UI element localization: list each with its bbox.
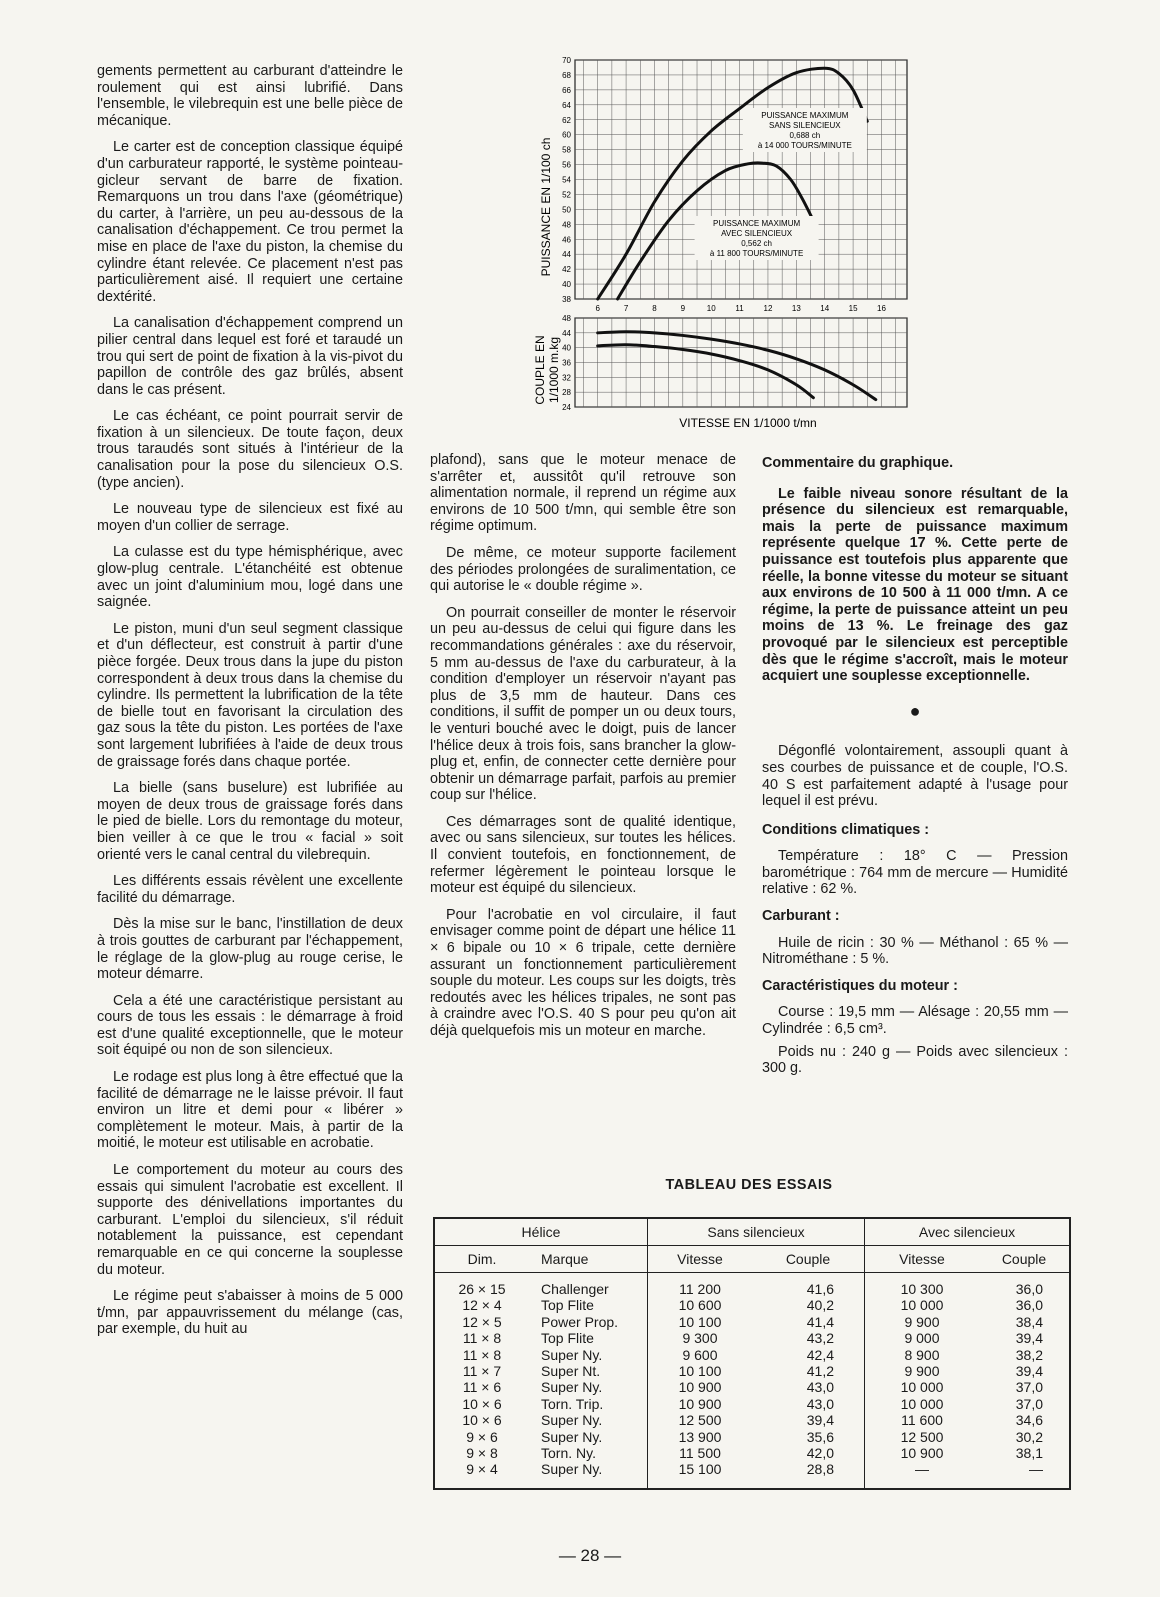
vitesse-avec-cell: 10 000 [865,1396,980,1412]
vitesse-avec-cell: 10 000 [865,1297,980,1313]
table-row [434,1273,1070,1298]
vitesse-sans-cell: 12 500 [648,1412,753,1428]
couple-sans-cell: 43,0 [806,1379,834,1396]
annotation-line: à 14 000 TOURS/MINUTE [757,141,852,150]
column-header-vitesse: Vitesse [648,1246,753,1273]
y-tick-label: 44 [562,328,571,338]
y-tick-label: 66 [562,85,571,95]
annotation-line: 0,688 ch [789,131,821,140]
table-row [434,1396,1070,1412]
couple-avec-cell: 38,2 [1015,1346,1043,1363]
vitesse-avec-cell: 10 300 [865,1273,980,1298]
column-header-couple: Couple [979,1246,1070,1273]
annotation-line: PUISSANCE MAXIMUM [713,219,801,228]
x-tick-label: 12 [763,304,773,313]
climate-title: Conditions climatiques : [762,821,930,838]
weight-text: Poids nu : 240 g — Poids avec silencieux : 300 g. [762,1043,1068,1077]
torque-y-axis-label-unit: 1/1000 m.kg [547,336,561,404]
y-tick-label: 40 [562,343,571,353]
text-column-middle [430,452,736,1050]
group-header-helice: Hélice [434,1218,648,1246]
couple-avec-cell: 30,2 [1015,1428,1043,1445]
group-header-avec-silencieux: Avec silencieux [865,1218,1071,1246]
marque-cell: Super Nt. [541,1363,601,1380]
vitesse-sans-cell: 13 900 [648,1429,753,1445]
couple-sans-cell: 43,0 [806,1395,834,1412]
annotation-line: à 11 800 TOURS/MINUTE [709,249,804,258]
fuel-text: Huile de ricin : 30 % — Méthanol : 65 % — Nitrométhane : 5 %. [762,934,1068,968]
paragraph: Cela a été une caractéristique persistant au cours de tous les essais : le démarrage à froid est d'une qualité exceptionnelle, que le moteur soit équipé ou non de son silencieux. [97,992,403,1059]
table-row [434,1330,1070,1346]
annotation-line: SANS SILENCIEUX [769,121,841,130]
y-tick-label: 40 [562,280,571,290]
y-tick-label: 68 [562,70,571,80]
vitesse-avec-cell: 9 900 [865,1363,980,1379]
table-row [434,1379,1070,1395]
comment-text: Le faible niveau sonore résultant de la présence du silencieux est remarquable, mais la perte de puissance maximum représente quelque 17 %. Cette perte de puissance est toutefois plus apparente que réelle, la bonne vitesse du moteur se situant aux environs de 10 500 à 11 000 t/mn. A ce régime, la perte de puissance atteint un peu moins de 13 %. Le freinage des gaz provoqué par le silencieux est perceptible dès que le régime s'accroît, mais le moteur acquiert une souplesse exceptionnelle. [762,485,1068,685]
y-tick-label: 56 [562,160,571,170]
text-column-right [762,455,1068,1087]
y-tick-label: 36 [562,358,571,368]
dim-cell: 11 × 7 [462,1363,502,1380]
y-tick-label: 48 [562,220,571,230]
power-y-axis-label: PUISSANCE EN 1/100 ch [539,137,553,277]
y-tick-label: 52 [562,190,571,200]
paragraph: Le cas échéant, ce point pourrait servir de fixation à un silencieux. De toute façon, deux trous taraudés sont situés à l'intérieur de la canalisation pour la pose du silencieux O.S. (type ancien). [97,408,403,491]
dim-cell: 11 × 8 [462,1346,502,1363]
vitesse-avec-cell: — [865,1461,980,1488]
table-row [434,1347,1070,1363]
dim-cell: 9 × 6 [466,1428,498,1445]
paragraph: plafond), sans que le moteur menace de s'arrêter et, aussitôt qu'il retrouve son alimentation normale, il reprend un régime aux environs de 10 500 t/mn, qui semble être son régime optimum. [430,452,736,535]
x-tick-label: 13 [791,304,801,313]
dim-cell: 11 × 6 [462,1379,502,1396]
vitesse-sans-cell: 10 900 [648,1379,753,1395]
y-tick-label: 60 [562,130,571,140]
dim-cell: 12 × 5 [462,1313,502,1330]
paragraph: La bielle (sans buselure) est lubrifiée au moyen de deux trous de graissage forés dans le pied de bielle. Lors du remontage du moteur, bien veiller à ce que le trou « facial » soit orienté vers le canal central du vilebrequin. [97,780,403,863]
marque-cell: Super Ny. [541,1428,603,1445]
y-tick-label: 42 [562,265,571,275]
y-tick-label: 48 [562,314,571,323]
fuel-title: Carburant : [762,908,840,925]
vitesse-sans-cell: 9 300 [648,1330,753,1346]
y-tick-label: 64 [562,100,571,110]
vitesse-avec-cell: 9 000 [865,1330,980,1346]
table-row [434,1461,1070,1488]
paragraph: Le carter est de conception classique équipé d'un carburateur rapporté, le système pointeau-gicleur servant de barre de fixation. Remarquons un trou dans l'axe (géométrique) du carter, à l'arrière, un peu au-dessous de la canalisation d'échappement. Ce trou permet la mise en place de l'axe du piston, la chemise du cylindre étant relevée. Ce placement n'est pas particulièrement aisé. Il requiert une certaine dextérité. [97,139,403,305]
annotation-avec-silencieux [695,216,819,260]
dim-cell: 26 × 15 [458,1281,506,1297]
x-tick-label: 14 [820,304,830,313]
couple-avec-cell: 36,0 [1015,1281,1043,1297]
annotation-sans-silencieux [743,108,867,152]
column-header-couple: Couple [752,1246,865,1273]
couple-sans-cell: 41,4 [806,1313,834,1330]
y-tick-label: 28 [562,388,571,398]
vitesse-avec-cell: 8 900 [865,1347,980,1363]
y-tick-label: 50 [562,205,571,215]
vitesse-avec-cell: 9 900 [865,1314,980,1330]
paragraph: La culasse est du type hémisphérique, avec glow-plug centrale. L'étanchéité est obtenue avec un joint d'aluminium mou, logé dans une saignée. [97,544,403,611]
torque-y-axis-label: COUPLE EN [533,335,547,405]
group-header-sans-silencieux: Sans silencieux [648,1218,865,1246]
vitesse-avec-cell: 12 500 [865,1429,980,1445]
y-tick-label: 70 [562,56,571,65]
vitesse-sans-cell: 9 600 [648,1347,753,1363]
y-tick-label: 58 [562,145,571,155]
paragraph: On pourrait conseiller de monter le réservoir un peu au-dessus de celui qui figure dans les recommandations générales : axe du réservoir, 5 mm au-dessus de l'axe du carburateur, à la condition d'employer un réservoir n'ayant pas plus de 3,5 mm de hauteur. Dans ces conditions, il suffit de pomper un ou deux tours, le venturi bouché avec le doigt, puis de lancer l'hélice deux à trois fois, sans brancher la glow-plug et, enfin, de connecter cette dernière pour obtenir un démarrage parfait, parfois au premier coup sur l'hélice. [430,604,736,804]
x-tick-label: 11 [735,304,744,313]
paragraph: Le rodage est plus long à être effectué que la facilité de démarrage ne le laisse prévoir. Il faut environ un litre et demi pour « libérer » complètement le moteur. Mais, à partir de la moitié, le moteur est utilisable en acrobatie. [97,1069,403,1152]
paragraph: Le comportement du moteur au cours des essais qui simulent l'acrobatie est excellent. Il supporte des dénivellations importantes du carburant. L'emploi du silencieux, s'il réduit notablement la puissance, est cependant remarquable en ce qui concerne la souplesse du moteur. [97,1162,403,1278]
results-table [433,1217,1071,1490]
couple-avec-cell: 36,0 [1015,1297,1043,1314]
page-number: — 28 — [558,1546,622,1565]
vitesse-sans-cell: 11 200 [648,1273,753,1298]
y-tick-label: 38 [562,295,571,304]
couple-sans-cell: 41,2 [806,1363,834,1380]
paragraph: Ces démarrages sont de qualité identique, avec ou sans silencieux, sur toutes les hélices. Il convient toutefois, en fonctionnement, de refermer légèrement le pointeau lorsque le moteur est équipé du silencieux. [430,813,736,897]
x-tick-label: 7 [623,304,629,313]
vitesse-sans-cell: 10 900 [648,1396,753,1412]
couple-avec-cell: 34,6 [1015,1412,1043,1429]
y-tick-label: 24 [562,403,571,412]
dim-cell: 10 × 6 [462,1395,502,1412]
annotation-line: AVEC SILENCIEUX [721,229,793,238]
paragraph: Les différents essais révèlent une excellente facilité du démarrage. [97,873,403,906]
dim-cell: 11 × 8 [462,1330,502,1347]
paragraph: La canalisation d'échappement comprend un pilier central dans lequel est foré et taraudé un trou qui sert de point de fixation à la vis-pivot du papillon de contrôle des gaz brûlés, absent dans le cas présent. [97,315,403,398]
climate-text: Température : 18° C — Pression barométrique : 764 mm de mercure — Humidité relative : 62 %. [762,848,1068,898]
paragraph: Dès la mise sur le banc, l'instillation de deux à trois gouttes de carburant par l'échappement, le réglage de la glow-plug au rouge cerise, le moteur démarre. [97,916,403,983]
vitesse-sans-cell: 10 600 [648,1297,753,1313]
table-title: TABLEAU DES ESSAIS [665,1177,833,1193]
marque-cell: Super Ny. [541,1379,603,1396]
column-header-vitesse: Vitesse [865,1246,980,1273]
marque-cell: Top Flite [541,1330,594,1347]
couple-sans-cell: 41,6 [806,1281,834,1297]
couple-avec-cell: 39,4 [1015,1330,1043,1347]
marque-cell: Torn. Trip. [541,1395,604,1412]
y-tick-label: 32 [562,373,571,383]
x-tick-label: 6 [595,304,600,313]
x-axis-label: VITESSE EN 1/1000 t/mn [679,416,817,430]
table-row [434,1445,1070,1461]
dim-cell: 12 × 4 [462,1297,502,1314]
y-tick-label: 44 [562,250,571,260]
annotation-line: PUISSANCE MAXIMUM [761,111,849,120]
paragraph: Pour l'acrobatie en vol circulaire, il faut envisager comme point de départ une hélice 11 × 6 bipale ou 10 × 6 tripale, cette dernière assurant un fonctionnement particulièrement souple du moteur. Les coups sur les doigts, très redoutés avec les hélices tripales, ne sont pas à craindre avec l'O.S. 40 S pour peu qu'on ait déjà quelquefois mis un moteur en marche. [430,906,736,1039]
vitesse-sans-cell: 10 100 [648,1363,753,1379]
vitesse-avec-cell: 10 000 [865,1379,980,1395]
x-tick-label: 9 [680,304,686,313]
marque-cell: Super Ny. [541,1461,603,1478]
couple-avec-cell: — [1029,1461,1043,1478]
paragraph: Le piston, muni d'un seul segment classique et d'un déflecteur, est construit à partir d'une pièce forgée. Deux trous dans la jupe du piston correspondent à deux trous dans la chemise du cylindre. Ils permettent la lubrification de la tête de bielle tout en favorisant la circulation des gaz sous la tête du piston. Les portées de l'axe sont largement lubrifiées à l'aide de deux trous de graissage forés dans chaque portée. [97,620,403,770]
torque-curve-sans-silencieux [598,332,876,400]
vitesse-sans-cell: 11 500 [648,1445,753,1461]
table-row [434,1314,1070,1330]
vitesse-sans-cell: 15 100 [648,1461,753,1488]
text-column-left [97,63,403,1348]
table-row [434,1297,1070,1313]
couple-avec-cell: 37,0 [1015,1395,1043,1412]
couple-avec-cell: 38,4 [1015,1313,1043,1330]
couple-avec-cell: 39,4 [1015,1363,1043,1380]
dim-cell: 9 × 4 [466,1461,498,1478]
y-tick-label: 54 [562,175,571,185]
couple-sans-cell: 42,4 [806,1346,834,1363]
x-tick-label: 10 [706,304,716,313]
specs-text: Course : 19,5 mm — Alésage : 20,55 mm — Cylindrée : 6,5 cm³. [762,1004,1068,1038]
couple-sans-cell: 35,6 [806,1428,834,1445]
dim-cell: 10 × 6 [462,1412,502,1429]
comment-title: Commentaire du graphique. [762,455,954,471]
marque-cell: Top Flite [541,1297,594,1314]
marque-cell: Challenger [541,1281,609,1297]
couple-avec-cell: 37,0 [1015,1379,1043,1396]
column-header-dim: Dim. [434,1246,529,1273]
table-row [434,1429,1070,1445]
table-row [434,1412,1070,1428]
table-row [434,1363,1070,1379]
vitesse-avec-cell: 10 900 [865,1445,980,1461]
couple-sans-cell: 43,2 [806,1330,834,1347]
y-tick-label: 62 [562,115,571,125]
performance-chart [530,52,930,444]
vitesse-sans-cell: 10 100 [648,1314,753,1330]
specs-title: Caractéristiques du moteur : [762,977,958,994]
paragraph: Le nouveau type de silencieux est fixé au moyen d'un collier de serrage. [97,501,403,534]
paragraph: De même, ce moteur supporte facilement des périodes prolongées de suralimentation, ce qui autorise le « double régime ». [430,544,736,595]
paragraph: gements permettent au carburant d'atteindre le roulement qui est ainsi lubrifié. Dans l'ensemble, le vilebrequin est une belle pièce de mécanique. [97,63,403,129]
summary-paragraph: Dégonflé volontairement, assoupli quant à ses courbes de puissance et de couple, l'O.S. 40 S est parfaitement adapté à l'usage pour lequel il est prévu. [762,743,1068,810]
couple-avec-cell: 38,1 [1015,1445,1043,1462]
column-header-marque: Marque [529,1246,648,1273]
annotation-line: 0,562 ch [741,239,772,248]
dim-cell: 9 × 8 [466,1445,498,1462]
marque-cell: Super Ny. [541,1346,603,1363]
bullet-separator: ● [909,700,921,721]
couple-sans-cell: 28,8 [806,1461,834,1478]
x-tick-label: 8 [652,304,657,313]
y-tick-label: 46 [562,235,571,245]
vitesse-avec-cell: 11 600 [865,1412,980,1428]
x-tick-label: 16 [877,304,886,313]
x-tick-label: 15 [848,304,858,313]
marque-cell: Power Prop. [541,1313,619,1330]
marque-cell: Super Ny. [541,1412,603,1429]
paragraph: Le régime peut s'abaisser à moins de 5 000 t/mn, par appauvrissement du mélange (cas, par exemple, du huit au [97,1288,403,1338]
couple-sans-cell: 40,2 [806,1297,834,1314]
couple-sans-cell: 39,4 [806,1412,834,1429]
couple-sans-cell: 42,0 [806,1445,834,1462]
marque-cell: Torn. Ny. [541,1445,596,1462]
chart-svg [530,52,930,444]
